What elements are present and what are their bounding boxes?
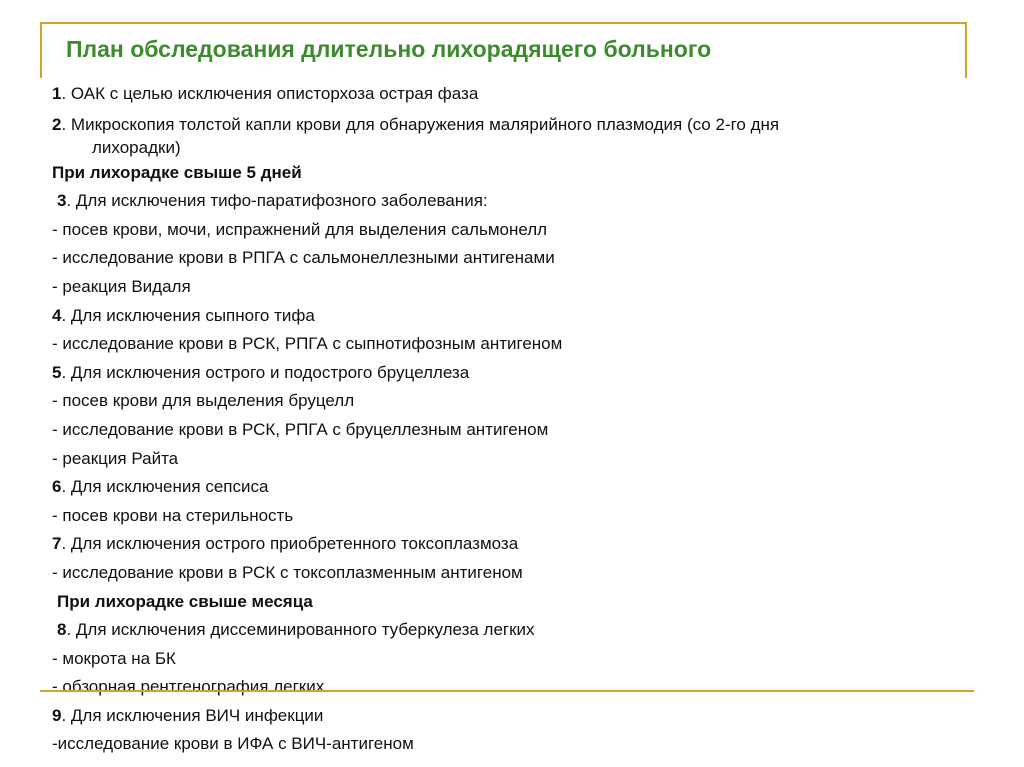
item-text: лихорадки) xyxy=(92,137,181,157)
item-text: . Для исключения сепсиса xyxy=(61,477,269,497)
list-item-4 xyxy=(52,302,952,331)
list-item-7 xyxy=(52,530,952,559)
item-number: 8 xyxy=(57,620,67,640)
item-text: . Для исключения сыпного тифа xyxy=(61,305,315,325)
list-item-1 xyxy=(52,80,952,109)
list-item-6 xyxy=(52,473,952,502)
item-text: . Микроскопия толстой капли крови для обнаружения малярийного плазмодия (со 2-го дня xyxy=(61,114,780,134)
item-text: - обзорная рентгенография легких xyxy=(52,677,325,697)
frame-bottom-border xyxy=(40,690,974,692)
item-number: 6 xyxy=(52,477,62,497)
list-item-9 xyxy=(52,702,952,731)
section-heading-month xyxy=(52,588,952,617)
list-subitem xyxy=(52,273,952,302)
list-subitem xyxy=(52,387,952,416)
plan-list xyxy=(52,80,952,759)
item-text: - исследование крови в РСК, РПГА с сыпнотифозным антигеном xyxy=(52,334,563,354)
item-number: 2 xyxy=(52,114,62,134)
item-text: - исследование крови в РСК с токсоплазменным антигеном xyxy=(52,562,523,582)
slide-title: План обследования длительно лихорадящего больного xyxy=(66,36,712,62)
item-text: . Для исключения острого приобретенного токсоплазмоза xyxy=(61,534,519,554)
frame-left-border xyxy=(40,22,42,78)
item-number: 9 xyxy=(52,705,62,725)
item-number: 7 xyxy=(52,534,62,554)
list-item-3 xyxy=(52,187,952,216)
item-text: . Для исключения тифо-паратифозного заболевания: xyxy=(66,191,488,211)
list-subitem xyxy=(52,330,952,359)
item-text: - реакция Видаля xyxy=(52,276,191,296)
item-text: - посев крови, мочи, испражнений для выделения сальмонелл xyxy=(52,219,548,239)
list-subitem xyxy=(52,673,952,702)
item-text: . Для исключения диссеминированного туберкулеза легких xyxy=(66,620,535,640)
list-subitem xyxy=(52,730,952,759)
list-subitem xyxy=(52,502,952,531)
item-text: - исследование крови в РСК, РПГА с бруцеллезным антигеном xyxy=(52,419,549,439)
section-heading-text: При лихорадке свыше 5 дней xyxy=(52,162,302,182)
section-heading-5-days xyxy=(52,159,952,188)
list-subitem xyxy=(52,416,952,445)
list-subitem xyxy=(52,216,952,245)
list-subitem xyxy=(52,559,952,588)
list-item-2 xyxy=(52,109,952,137)
item-text: - исследование крови в РПГА с сальмонеллезными антигенами xyxy=(52,248,555,268)
list-subitem xyxy=(52,244,952,273)
section-heading-text: При лихорадке свыше месяца xyxy=(57,591,313,611)
list-subitem xyxy=(52,645,952,674)
item-text: . Для исключения острого и подострого бруцеллеза xyxy=(61,362,470,382)
item-number: 1 xyxy=(52,84,62,103)
frame-right-border xyxy=(965,22,967,78)
item-number: 4 xyxy=(52,305,62,325)
list-subitem xyxy=(52,445,952,474)
list-item-5 xyxy=(52,359,952,388)
item-number: 5 xyxy=(52,362,62,382)
item-text: - посев крови на стерильность xyxy=(52,505,294,525)
list-item-8 xyxy=(52,616,952,645)
list-item-2-continuation xyxy=(52,137,952,159)
item-text: -исследование крови в ИФА с ВИЧ-антигеном xyxy=(52,734,414,754)
frame-top-border xyxy=(40,22,966,24)
item-text: - посев крови для выделения бруцелл xyxy=(52,391,355,411)
item-text: - реакция Райта xyxy=(52,448,179,468)
item-text: . ОАК с целью исключения описторхоза острая фаза xyxy=(61,84,479,103)
item-text: . Для исключения ВИЧ инфекции xyxy=(61,705,324,725)
item-text: - мокрота на БК xyxy=(52,648,176,668)
item-number: 3 xyxy=(57,191,67,211)
